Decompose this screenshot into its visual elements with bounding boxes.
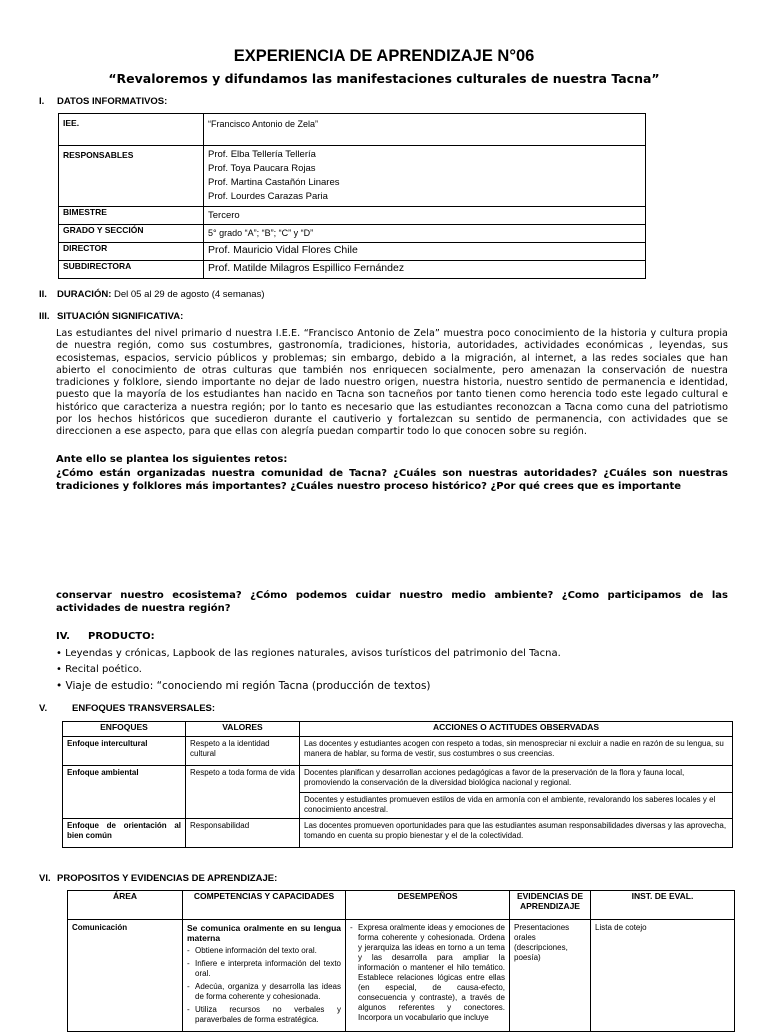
- list-item: • Recital poético.: [56, 664, 142, 675]
- column-header: ÁREA: [68, 891, 183, 920]
- grado-label: GRADO Y SECCIÓN: [59, 225, 204, 243]
- bimestre-label: BIMESTRE: [59, 207, 204, 225]
- table-row: [59, 207, 646, 225]
- column-header: ACCIONES O ACTITUDES OBSERVADAS: [300, 722, 733, 737]
- section-duracion: II. DURACIÓN: Del 05 al 29 de agosto (4 semanas): [39, 289, 265, 300]
- document-subtitle: “Revaloremos y difundamos las manifestaciones culturales de nuestra Tacna”: [108, 71, 660, 86]
- bimestre-value: Tercero: [204, 207, 646, 225]
- list-item: • Viaje de estudio: “conociendo mi región Tacna (producción de textos): [56, 680, 431, 692]
- retos-intro: Ante ello se plantea los siguientes retos:: [56, 454, 288, 465]
- iee-value: “Francisco Antonio de Zela”: [204, 114, 646, 146]
- propositos-table: [67, 890, 735, 1032]
- subdirectora-label: SUBDIRECTORA: [59, 261, 204, 279]
- column-header: COMPETENCIAS Y CAPACIDADES: [183, 891, 346, 920]
- table-row: [59, 225, 646, 243]
- iee-label: IEE.: [59, 114, 204, 146]
- section-producto: IV. PRODUCTO:: [56, 631, 155, 642]
- section-datos-informativos: I. DATOS INFORMATIVOS:: [39, 96, 168, 107]
- table-header-row: [68, 891, 735, 920]
- column-header: VALORES: [186, 722, 300, 737]
- subdirectora-value: Prof. Matilde Milagros Espillico Fernández: [204, 261, 646, 279]
- evidencias-cell: Presentaciones orales (descripciones, poesía): [510, 920, 591, 1032]
- datos-informativos-table: [58, 113, 646, 279]
- table-row: [59, 261, 646, 279]
- desempenos-cell: - Expresa oralmente ideas y emociones de forma coherente y cohesionada. Ordena y jerarquiza las ideas en torno a un tema y las desarrolla para ampliar la información o mantener el hilo temático. Establece relaciones lógicas entre ellas (en especial, de causa-efecto, consecuencia y contraste), a través de algunos referentes y conectores. Incorpora un vocabulario que incluye: [346, 920, 510, 1032]
- table-row: [68, 920, 735, 1032]
- competencias-cell: Se comunica oralmente en su lengua materna - Obtiene información del texto oral. - Infiere e interpreta información del texto oral. - Adecúa, organiza y desarrolla las ideas de forma coherente y cohesionada. - Utiliza recursos no verbales y paraverbales de forma estratégica.: [183, 920, 346, 1032]
- responsables-value: Prof. Elba Tellería Tellería Prof. Toya Paucara Rojas Prof. Martina Castañón Linares Prof. Lourdes Carazas Paria: [204, 146, 646, 207]
- column-header: EVIDENCIAS DE APRENDIZAJE: [510, 891, 591, 920]
- table-row: [59, 146, 646, 207]
- section-situacion: III. SITUACIÓN SIGNIFICATIVA:: [39, 311, 184, 322]
- retos-text-2: conservar nuestro ecosistema? ¿Cómo podemos cuidar nuestro medio ambiente? ¿Como participamos de las actividades de nuestra región?: [56, 590, 728, 614]
- column-header: INST. DE EVAL.: [591, 891, 735, 920]
- director-label: DIRECTOR: [59, 243, 204, 261]
- situacion-paragraph: Las estudiantes del nivel primario d nuestra I.E.E. “Francisco Antonio de Zela” muestra poco conocimiento de la historia y cultura propia de nuestra región, como sus costumbres, gastronomía, tradiciones, historia, autoridades, actividades económicas , leyendas, sus ecosistemas, espacios, servicio públicos y problemas; sin embargo, debido a la migración, al internet, a las redes sociales que han abierto el conocimiento de otras culturas que también nos enriquecen socialmente, pero amenazan la conservación de nuestra tradiciones y folklore, siendo importante no dejar de lado nuestro origen, nuestra historia, nuestro sentido de permanencia e identidad, puesto que la mayoría de los estudiantes han nacido en Tacna son tacneños por tanto tienen como herencia todo este legado cultural e histórico que caracteriza a nuestra región; por lo tanto es necesario que las estudiantes reconozcan a Tacna como cuna del patriotismo por los hechos históricos que sucedieron durante el cautiverio y fortalezcan su sentido de permanencia, con actividades que se direccionen a ese aspecto, para que ellas con alegría puedan compartir todo lo que conocen sobre su región.: [56, 328, 728, 438]
- director-value: Prof. Mauricio Vidal Flores Chile: [204, 243, 646, 261]
- column-header: ENFOQUES: [63, 722, 186, 737]
- instrumento-cell: Lista de cotejo: [591, 920, 735, 1032]
- enfoques-table: [62, 721, 733, 848]
- document-title: EXPERIENCIA DE APRENDIZAJE N°06: [233, 47, 535, 65]
- table-row: Enfoque de orientación al bien común Responsabilidad Las docentes promueven oportunidades para que las estudiantes asuman responsabilidades diversas y las aprovecha, tomando en cuenta su propio bienestar y el de la colectividad.: [63, 819, 733, 848]
- table-row: Enfoque intercultural Respeto a la identidad cultural Las docentes y estudiantes acogen con respeto a todas, sin menospreciar ni excluir a nadie en razón de su lengua, su manera de hablar, su forma de vestir, sus costumbres o sus creencias.: [63, 737, 733, 766]
- section-enfoques: V. ENFOQUES TRANSVERSALES:: [39, 703, 216, 714]
- producto-list: [56, 646, 736, 694]
- column-header: DESEMPEÑOS: [346, 891, 510, 920]
- grado-value: 5° grado “A”; “B”; “C” y “D”: [204, 225, 646, 243]
- section-propositos: VI. PROPOSITOS Y EVIDENCIAS DE APRENDIZAJE:: [39, 873, 278, 884]
- duracion-text: Del 05 al 29 de agosto (4 semanas): [114, 289, 265, 300]
- table-header-row: [63, 722, 733, 737]
- table-row: [59, 114, 646, 146]
- list-item: • Leyendas y crónicas, Lapbook de las regiones naturales, avisos turísticos del patrimonio del Tacna.: [56, 648, 561, 659]
- table-row: [59, 243, 646, 261]
- area-cell: Comunicación: [68, 920, 183, 1032]
- responsables-label: RESPONSABLES: [59, 146, 204, 207]
- table-row: Docentes y estudiantes promueven estilos de vida en armonía con el ambiente, revalorando los saberes locales y el conocimiento ancestral.: [63, 793, 733, 819]
- table-row: Enfoque ambiental Respeto a toda forma de vida Docentes planifican y desarrollan acciones pedagógicas a favor de la preservación de la flora y fauna local, promoviendo la conservación de la diversidad biológica nacional y regional.: [63, 766, 733, 793]
- retos-text-1: ¿Cómo están organizadas nuestra comunidad de Tacna? ¿Cuáles son nuestras autoridades? ¿Cuáles son nuestras tradiciones y folklores más importantes? ¿Cuáles nuestro proceso histórico? ¿Por qué crees que es importante: [56, 468, 728, 492]
